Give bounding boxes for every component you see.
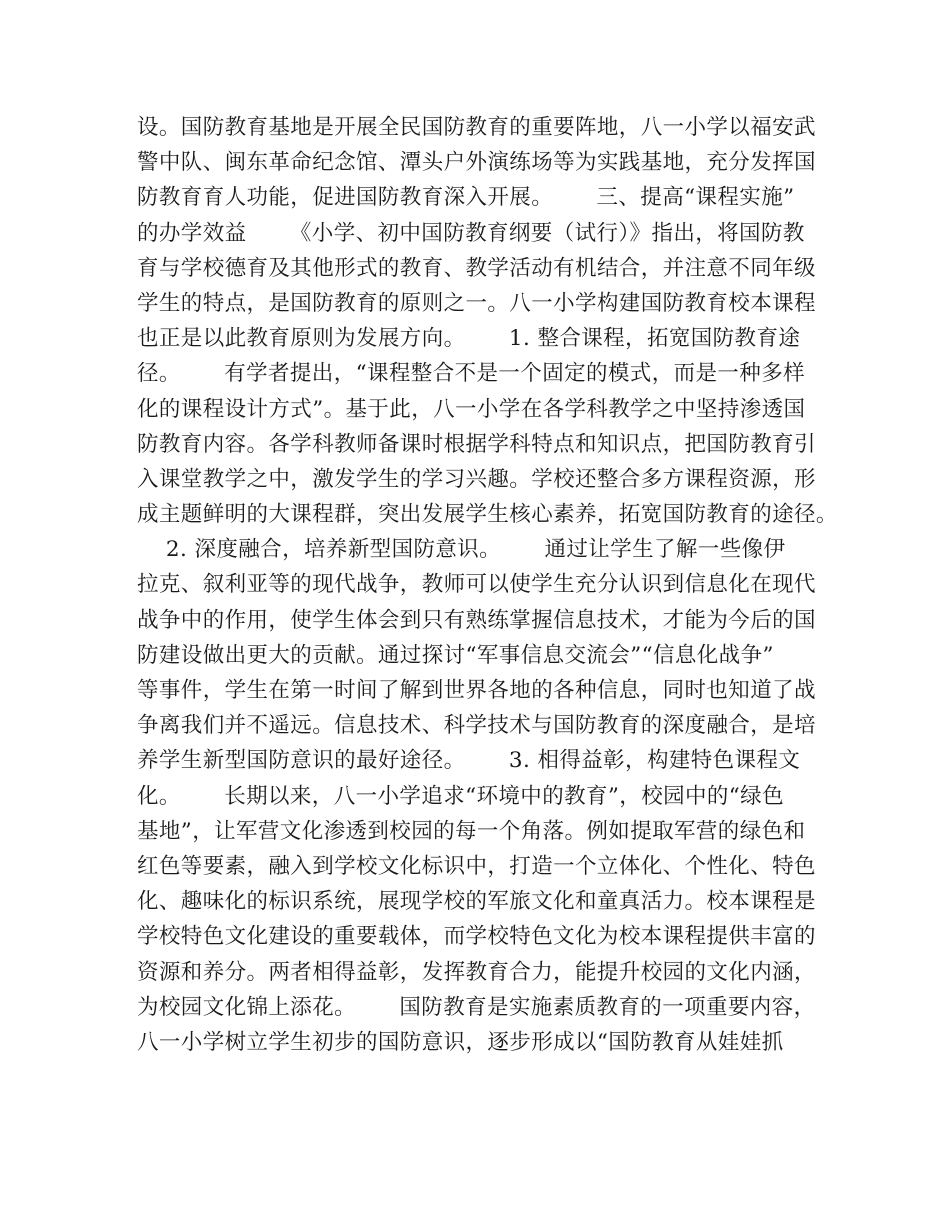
text-line: 防教育育人功能，促进国防教育深入开展。 三、提高“课程实施” [137, 185, 795, 211]
text-line: 等事件，学生在第一时间了解到世界各地的各种信息，同时也知道了战 [137, 678, 816, 703]
text-line: 化、趣味化的标识系统，展现学校的军旅文化和童真活力。校本课程是 [137, 889, 816, 915]
text-line: 防建设做出更大的贡献。通过探讨“军事信息交流会”“信息化战争” [137, 642, 774, 668]
text-line: 学生的特点，是国防教育的原则之一。八一小学构建国防教育校本课程 [137, 290, 816, 316]
text-line: 2. 深度融合，培养新型国防意识。 通过让学生了解一些像伊 [137, 537, 786, 563]
text-line: 为校园文化锦上添花。 国防教育是实施素质教育的一项重要内容， [137, 994, 816, 1020]
text-line: 争离我们并不遥远。信息技术、科学技术与国防教育的深度融合，是培 [137, 713, 816, 739]
text-line: 拉克、叙利亚等的现代战争，教师可以使学生充分认识到信息化在现代 [137, 572, 816, 598]
text-line: 的办学效益 《小学、初中国防教育纲要（试行）》指出，将国防教 [137, 220, 805, 246]
text-line: 入课堂教学之中，激发学生的学习兴趣。学校还整合多方课程资源，形 [137, 466, 816, 492]
text-line: 设。国防教育基地是开展全民国防教育的重要阵地，八一小学以福安武 [137, 115, 816, 140]
text-line: 径。 有学者提出，“课程整合不是一个固定的模式，而是一种多样 [137, 361, 805, 387]
text-line: 化。 长期以来，八一小学追求“环境中的教育”，校园中的“绿色 [137, 783, 784, 809]
text-line: 红色等要素，融入到学校文化标识中，打造一个立体化、个性化、特色 [137, 853, 816, 879]
text-line: 养学生新型国防意识的最好途径。 3. 相得益彰，构建特色课程文 [137, 748, 801, 774]
text-line: 战争中的作用，使学生体会到只有熟练掌握信息技术，才能为今后的国 [137, 607, 816, 633]
text-line: 也正是以此教育原则为发展方向。 1. 整合课程，拓宽国防教育途 [137, 326, 801, 352]
text-line: 防教育内容。各学科教师备课时根据学科特点和知识点，把国防教育引 [137, 431, 816, 457]
text-line: 学校特色文化建设的重要载体，而学校特色文化为校本课程提供丰富的 [137, 924, 816, 950]
text-line: 八一小学树立学生初步的国防意识，逐步形成以“国防教育从娃娃抓 [137, 1029, 784, 1055]
text-line: 成主题鲜明的大课程群，突出发展学生核心素养，拓宽国防教育的途径。 [137, 502, 838, 528]
body-text [137, 110, 838, 1060]
text-line: 育与学校德育及其他形式的教育、教学活动有机结合，并注意不同年级 [137, 255, 816, 281]
text-line: 资源和养分。两者相得益彰，发挥教育合力，能提升校园的文化内涵， [137, 959, 816, 985]
text-line: 警中队、闽东革命纪念馆、潭头户外演练场等为实践基地，充分发挥国 [137, 150, 816, 176]
text-line: 化的课程设计方式”。基于此，八一小学在各学科教学之中坚持渗透国 [137, 396, 806, 422]
text-line: 基地”，让军营文化渗透到校园的每一个角落。例如提取军营的绿色和 [137, 818, 806, 844]
